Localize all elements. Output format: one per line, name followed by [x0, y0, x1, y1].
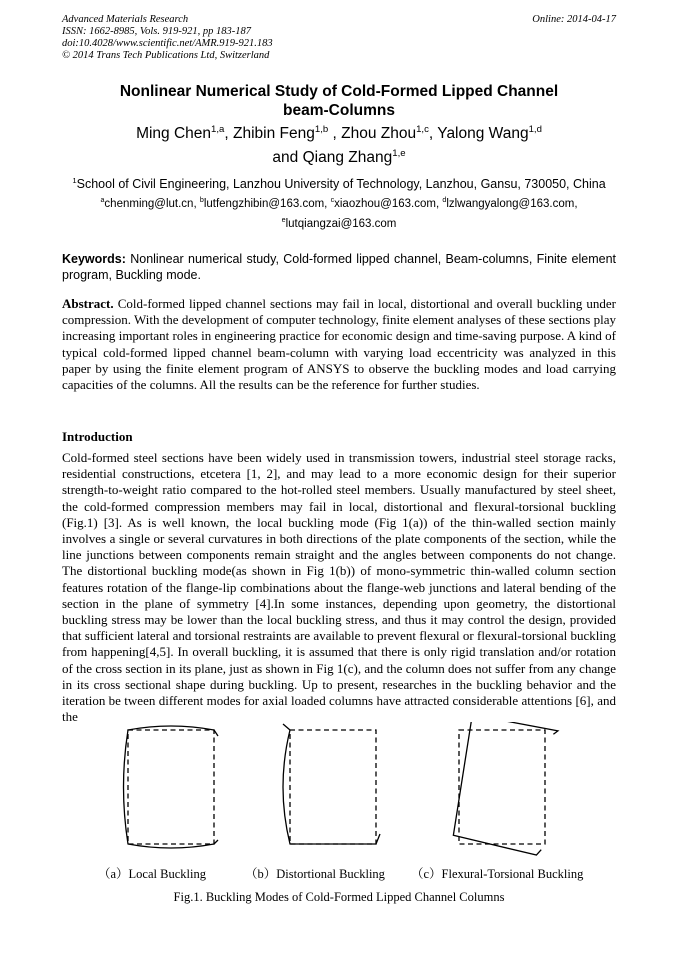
- original-section-outline: [459, 730, 545, 844]
- deformed-section-shape: [283, 724, 380, 844]
- keywords: [62, 251, 616, 283]
- authors-line2: [62, 148, 616, 168]
- flexural-torsional-buckling-diagram: [452, 722, 558, 856]
- author-name: Ming Chen: [136, 125, 212, 142]
- email-address: lzlwangyalong@163.com: [446, 198, 575, 210]
- affiliation: [62, 176, 616, 192]
- authors-line1: Ming Chen$^{1,a}$, Zhibin Feng$^{1,b}$ , Zhou Zhou$^{1,c}$, Yalong Wang$^{1,d}$: [136, 123, 542, 142]
- figure-label-c: （c）Flexural-Torsional Buckling: [411, 867, 584, 881]
- online-date: Online: 2014-04-17: [532, 14, 616, 25]
- author-name: Zhou Zhou: [341, 125, 417, 142]
- keywords-text: Nonlinear numerical study, Cold-formed lipped channel, Beam-columns, Finite element program, Buckling mode.: [62, 252, 616, 282]
- local-buckling-diagram: [124, 726, 219, 848]
- emails-line1: $^a$chenming@lut.cn, $^b$lutfengzhibin@163.com, $^c$xiaozhou@163.com, $^d$lzlwangyalong@163.com,: [100, 196, 578, 210]
- author-sup: 1,c: [416, 123, 429, 135]
- author-sup: 1,e: [392, 147, 406, 159]
- author-name: Qiang Zhang: [302, 149, 393, 166]
- introduction-text: Cold-formed steel sections have been widely used in transmission towers, industrial steel storage racks, residential constructions, etcetera [1, 2], and may lead to a more economic design for their superior strength-to-weight ratio compared to the hot-rolled steel members. Usually manufactured by steel sheet, the cold-formed compression members may fail in local, distortional and flexural-torsional buckling (Fig.1) [3]. As is well known, the local buckling mode (Fig 1(a)) of the thin-walled section mainly involves a single or several curvatures in both directions of the plate components of the section, while the line junctions between components remain straight and the angles between components do not change. The distortional buckling mode(as shown in Fig 1(b)) of mono-symmetric thin-walled column section features rotation of the flange-lip combinations about the flange-web junctions and lateral bending of the section in the plane of symmetry [4].In some instances, depending upon geometry, the distortional buckling stress may be lower than the local buckling stress, and thus it may control the design, provided that sufficient lateral and torsional restraints are available to prevent flexural or flexural-torsional buckling from happening[4,5]. In overall buckling, it is assumed that there is only rigid translation and/or rotation of the cross section in its plane, just as shown in Fig 1(c), and the column does not suffer from any change in its cross sectional shape during buckling. Up to present, researches in the buckling behavior and the iteration be tween different modes for axial loaded columns have attracted considerable attentions [6], and the: [62, 450, 616, 725]
- email-sup: e: [281, 216, 286, 225]
- affiliation-text: School of Civil Engineering, Lanzhou University of Technology, Lanzhou, Gansu, 730050, China: [76, 177, 606, 191]
- figure-caption: Fig.1. Buckling Modes of Cold-Formed Lipped Channel Columns: [173, 890, 505, 904]
- emails-line2: [62, 216, 616, 232]
- email-sup: b: [199, 196, 204, 205]
- doi: doi:10.4028/www.scientific.net/AMR.919-921.183: [62, 38, 273, 49]
- deformed-section-shape: [124, 726, 219, 848]
- email-address: xiaozhou@163.com: [334, 198, 436, 210]
- author-sup: 1,b: [314, 123, 329, 135]
- email-address: chenming@lut.cn: [104, 198, 194, 210]
- email-address: lutqiangzai@163.com: [285, 218, 397, 230]
- author-sup: 1,d: [528, 123, 542, 135]
- original-section-outline: [128, 730, 214, 844]
- section-heading-introduction: Introduction: [62, 429, 133, 444]
- author-name: Yalong Wang: [437, 125, 529, 142]
- affiliation-sup: 1: [72, 175, 77, 185]
- figure-label-a: （a）Local Buckling: [98, 867, 206, 881]
- buckling-modes-figure: [100, 722, 620, 856]
- copyright: © 2014 Trans Tech Publications Ltd, Switzerland: [62, 50, 270, 61]
- distortional-buckling-diagram: [283, 724, 380, 844]
- email-sup: a: [100, 196, 105, 205]
- issn: ISSN: 1662-8985, Vols. 919-921, pp 183-187: [62, 26, 251, 37]
- rotated-section-shape: [452, 722, 558, 856]
- paper-title-line2: beam-Columns: [283, 102, 395, 119]
- figure-label-b: （b）Distortional Buckling: [245, 867, 385, 881]
- journal-header: [62, 14, 616, 62]
- abstract: [62, 296, 616, 393]
- original-section-outline: [290, 730, 376, 844]
- author-sup: 1,a: [211, 123, 225, 135]
- author-name: Zhibin Feng: [233, 125, 315, 142]
- email-sup: c: [330, 196, 335, 205]
- authors-and: and: [272, 149, 299, 166]
- email-address: lutfengzhibin@163.com: [203, 198, 325, 210]
- keywords-label: Keywords:: [62, 252, 126, 266]
- abstract-label: Abstract.: [62, 296, 114, 311]
- journal-name: Advanced Materials Research: [62, 14, 189, 25]
- abstract-text: Cold-formed lipped channel sections may fail in local, distortional and overall buckling under compression. With the development of computer technology, finite element analyses of these sections play increasing important roles in engineering practice for economic design and time-saving purpose. A kind of typical cold-formed lipped channel beam-column with varying load eccentricity was analyzed in this paper by using the finite element program of ANSYS to observe the buckling modes and load carrying capacities of the columns. All the results can be the reference for further studies.: [62, 296, 617, 393]
- paper-title-line1: Nonlinear Numerical Study of Cold-Formed Lipped Channel: [119, 83, 559, 100]
- email-sup: d: [442, 196, 447, 205]
